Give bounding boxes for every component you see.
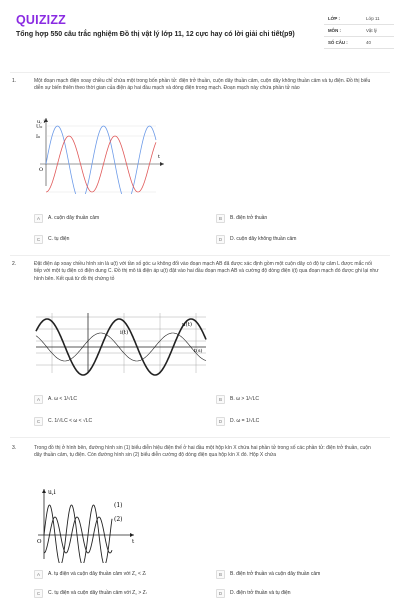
t-label: t <box>158 154 161 160</box>
y-axis-label: u, i <box>37 119 45 125</box>
question-number: 3. <box>12 445 17 451</box>
option-text: A. ω < 1/√LC <box>48 396 78 402</box>
voltage-curve <box>46 126 156 194</box>
option-letter: B <box>216 570 225 579</box>
option-text: C. 1/√LC < ω < √LC <box>48 418 93 424</box>
question-text: Trong đồ thị ở hình bên, đường hình sin (1) biểu diễn hiệu điện thế ở hai đầu một hộp kín X chứa hai phần tử trong số các phần tử: điện trở thuần, cuộn dây thuần cảm, tụ điện. Còn đường hình sin (2) biểu diễn cường độ dòng điện qua hộp kín X đó. Hộp X chứa <box>34 445 371 459</box>
u0-label: U₀ <box>36 124 43 130</box>
option-letter: C <box>34 417 43 426</box>
curve-1 <box>44 505 112 563</box>
option-d[interactable] <box>216 588 386 600</box>
question-number: 2. <box>12 261 17 267</box>
question-3-graph <box>34 485 144 563</box>
meta-value: Vật lý <box>366 28 377 33</box>
meta-row-class <box>324 13 394 25</box>
meta-value: Lớp 11 <box>366 16 380 21</box>
meta-value: 40 <box>366 40 371 45</box>
option-c[interactable] <box>34 416 204 428</box>
curve-2-label: (2) <box>114 516 123 523</box>
option-a[interactable] <box>34 569 204 581</box>
option-a[interactable] <box>34 394 204 406</box>
option-letter: D <box>216 235 225 244</box>
meta-key: SỐ CÂU : <box>328 40 348 45</box>
option-letter: D <box>216 417 225 426</box>
option-letter: B <box>216 214 225 223</box>
option-b[interactable] <box>216 569 386 581</box>
page-header <box>0 0 400 70</box>
option-c[interactable] <box>34 588 204 600</box>
question-number: 1. <box>12 78 17 84</box>
question-text: Một đoạn mạch điện xoay chiều chỉ chứa một trong bốn phần tử: điện trở thuần, cuộn dây thuần cảm, cuộn dây không thuần cảm và tụ điện. Đồ thị biểu diễn sự biến thiên theo thời gian của điện áp hai đầu mạch và dòng điện trong mạch. Đoạn mạch này chứa phần tử nào <box>34 78 371 92</box>
divider <box>10 255 390 256</box>
i0-label: I₀ <box>36 134 40 140</box>
voltage-label: u(t) <box>182 322 193 328</box>
current-label: i(t) <box>120 330 129 336</box>
option-letter: C <box>34 235 43 244</box>
option-text: A. cuộn dây thuần cảm <box>48 215 100 221</box>
divider <box>10 437 390 438</box>
option-letter: A <box>34 395 43 404</box>
option-c[interactable] <box>34 234 204 246</box>
option-text: D. cuộn dây không thuần cảm <box>230 236 297 242</box>
y-axis-label: u,i <box>48 489 56 496</box>
option-b[interactable] <box>216 394 386 406</box>
option-letter: C <box>34 589 43 598</box>
divider <box>10 72 390 73</box>
question-text: Đặt điện áp xoay chiều hình sin là u(t) với tần số góc ω không đổi vào đoạn mạch AB đã được xác định gồm một cuộn dây có độ tự cảm L được mắc nối tiếp với một tụ điện có điện dung C. Đồ thị mô tả điện áp u(t) đặt vào hai đầu đoạn mạch AB và cường độ dòng điện i(t) qua đoạn mạch đó được ghi lại như hình bên. Kết quả từ đồ thị chứng tỏ <box>34 261 379 282</box>
option-letter: D <box>216 589 225 598</box>
t-label: t <box>132 539 135 545</box>
option-letter: B <box>216 395 225 404</box>
curve-1-label: (1) <box>114 502 123 509</box>
grid <box>36 313 206 373</box>
option-text: C. tụ điện và cuộn dây thuần cảm với Z꜀ > Zₗ <box>48 590 147 596</box>
option-d[interactable] <box>216 416 386 428</box>
option-letter: A <box>34 570 43 579</box>
option-text: B. ω > 1/√LC <box>230 396 260 402</box>
meta-key: MÔN : <box>328 28 341 33</box>
meta-key: LỚP : <box>328 16 340 21</box>
option-text: C. tụ điện <box>48 236 70 242</box>
option-b[interactable] <box>216 213 386 225</box>
origin-label: O <box>39 167 44 173</box>
question-1-graph <box>30 114 170 194</box>
quizizz-logo: QUIZIZZ <box>16 13 67 27</box>
page-title: Tổng hợp 550 câu trắc nghiệm Đồ thị vật lý lớp 11, 12 cực hay có lời giải chi tiết(p9) <box>16 31 295 38</box>
option-d[interactable] <box>216 234 386 246</box>
meta-row-count <box>324 37 394 49</box>
option-text: B. điện trở thuần và cuộn dây thuần cảm <box>230 571 321 577</box>
option-text: D. điện trở thuần và tụ điện <box>230 590 291 596</box>
t-label: t(s) <box>194 348 203 354</box>
option-text: A. tụ điện và cuộn dây thuần cảm với Z꜀ < Zₗ <box>48 571 147 577</box>
meta-row-subject <box>324 25 394 37</box>
option-text: B. điện trở thuần <box>230 215 268 221</box>
option-a[interactable] <box>34 213 204 225</box>
question-2-graph <box>32 311 210 377</box>
option-letter: A <box>34 214 43 223</box>
origin-label: O <box>37 539 42 545</box>
option-text: D. ω = 1/√LC <box>230 418 260 424</box>
